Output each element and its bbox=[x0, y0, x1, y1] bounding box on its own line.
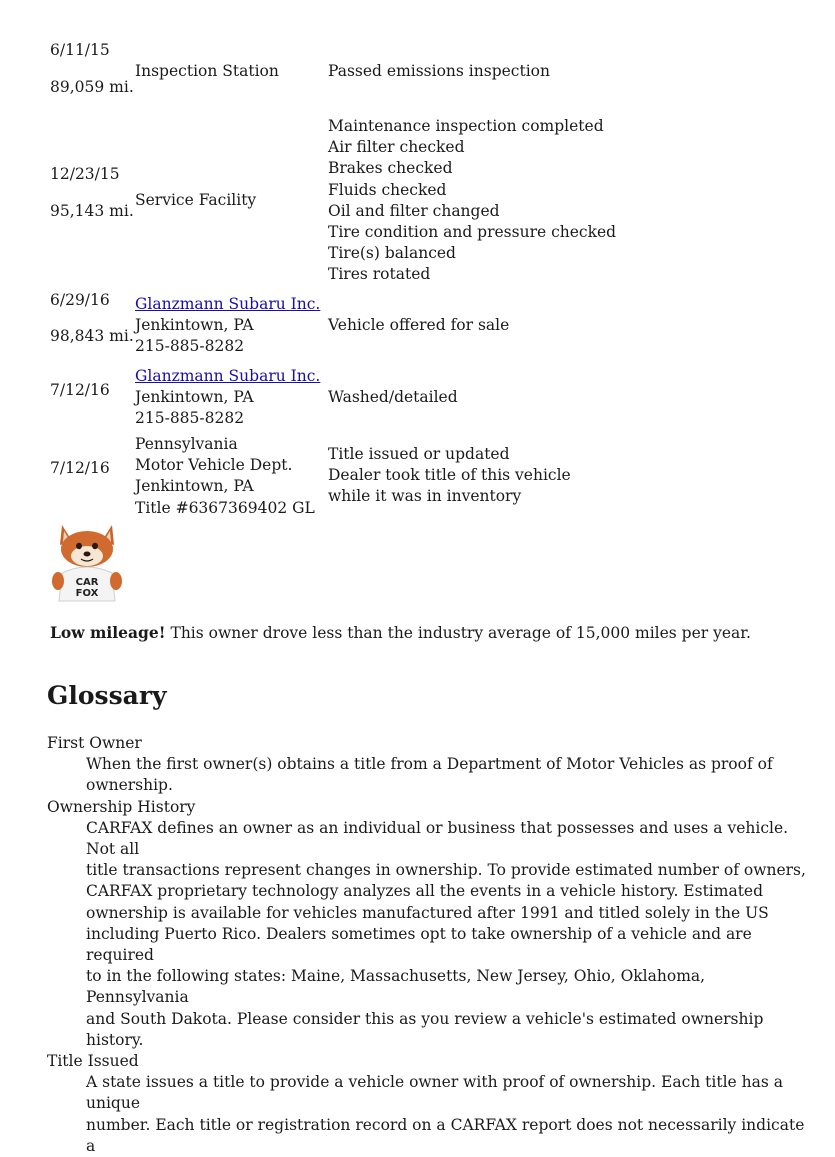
record-mileage: 89,059 mi. bbox=[50, 78, 134, 96]
record-source: Pennsylvania bbox=[135, 435, 238, 453]
record-source-location: Jenkintown, PA bbox=[135, 388, 254, 407]
record-date: 7/12/16 bbox=[50, 459, 110, 477]
record-source-phone: 215-885-8282 bbox=[135, 337, 245, 356]
record-details bbox=[328, 444, 571, 508]
record-detail: while it was in inventory bbox=[328, 487, 522, 506]
record-detail: Washed/detailed bbox=[328, 388, 458, 406]
record-source: Motor Vehicle Dept. bbox=[135, 456, 293, 475]
record-source-block bbox=[135, 294, 320, 358]
record-source-phone: 215-885-8282 bbox=[135, 409, 245, 428]
record-source-block bbox=[135, 434, 315, 519]
record-detail: Tire(s) balanced bbox=[328, 244, 456, 263]
glossary-term: Title Issued bbox=[47, 1052, 139, 1071]
glossary-definition-line: title transactions represent changes in ownership. To provide estimated number of owners, bbox=[86, 861, 806, 880]
glossary-term: First Owner bbox=[47, 734, 142, 752]
glossary-definition-line: When the first owner(s) obtains a title from a Department of Motor Vehicles as proof of bbox=[86, 755, 773, 774]
record-detail: Brakes checked bbox=[328, 159, 453, 178]
glossary-term: Ownership History bbox=[47, 797, 196, 816]
glossary-definition-line: including Puerto Rico. Dealers sometimes opt to take ownership of a vehicle and are required bbox=[86, 924, 752, 965]
dealer-link[interactable]: Glanzmann Subaru Inc. bbox=[135, 367, 321, 385]
record-detail: Fluids checked bbox=[328, 180, 447, 199]
record-detail: Tires rotated bbox=[328, 265, 431, 284]
record-source-location: Jenkintown, PA bbox=[135, 477, 254, 496]
low-mileage-text: This owner drove less than the industry average of 15,000 miles per year. bbox=[165, 624, 751, 642]
record-source-block bbox=[135, 366, 320, 430]
record-detail: Tire condition and pressure checked bbox=[328, 223, 617, 242]
record-detail: Dealer took title of this vehicle bbox=[328, 466, 571, 485]
glossary-heading: Glossary bbox=[47, 681, 167, 710]
record-detail: Title issued or updated bbox=[328, 445, 510, 463]
glossary-definition-line: number. Each title or registration record on a CARFAX report does not necessarily indicate a bbox=[86, 1115, 805, 1155]
record-detail: Vehicle offered for sale bbox=[328, 316, 510, 334]
glossary-definition-line: ownership is available for vehicles manufactured after 1991 and titled solely in the US bbox=[86, 903, 769, 922]
glossary-definition-line: ownership. bbox=[86, 776, 173, 795]
record-date: 7/12/16 bbox=[50, 381, 110, 399]
dealer-link[interactable]: Glanzmann Subaru Inc. bbox=[135, 295, 321, 313]
record-source: Inspection Station bbox=[135, 62, 279, 80]
glossary-definition-line: A state issues a title to provide a vehicle owner with proof of ownership. Each title has a unique bbox=[86, 1073, 783, 1113]
record-date: 12/23/15 bbox=[50, 165, 120, 183]
low-mileage-note bbox=[50, 622, 751, 644]
glossary-definition-line: CARFAX proprietary technology analyzes all the events in a vehicle history. Estimated bbox=[86, 882, 764, 901]
record-mileage: 95,143 mi. bbox=[50, 202, 134, 220]
low-mileage-label: Low mileage! bbox=[50, 623, 166, 642]
record-source-location: Jenkintown, PA bbox=[135, 316, 254, 335]
record-date: 6/29/16 bbox=[50, 291, 110, 309]
carfox-mascot-image bbox=[52, 521, 122, 603]
mascot-shirt-text: CAR bbox=[75, 577, 99, 588]
record-details bbox=[328, 116, 616, 286]
record-title-number: Title #6367369402 GL bbox=[135, 498, 315, 517]
mascot-shirt-text: FOX bbox=[75, 588, 99, 599]
record-detail: Oil and filter changed bbox=[328, 201, 500, 220]
record-detail: Passed emissions inspection bbox=[328, 62, 550, 80]
glossary-definition-line: to in the following states: Maine, Massachusetts, New Jersey, Ohio, Oklahoma, Pennsylvania bbox=[86, 967, 706, 1007]
glossary-list bbox=[47, 733, 807, 1157]
record-detail: Air filter checked bbox=[328, 138, 465, 157]
record-source: Service Facility bbox=[135, 191, 257, 209]
record-date: 6/11/15 bbox=[50, 41, 110, 59]
record-mileage: 98,843 mi. bbox=[50, 327, 134, 345]
glossary-definition-line: CARFAX defines an owner as an individual or business that possesses and uses a vehicle. Not all bbox=[86, 818, 789, 859]
record-detail: Maintenance inspection completed bbox=[328, 117, 604, 135]
glossary-definition-line: and South Dakota. Please consider this as you review a vehicle's estimated ownership history. bbox=[86, 1009, 764, 1049]
